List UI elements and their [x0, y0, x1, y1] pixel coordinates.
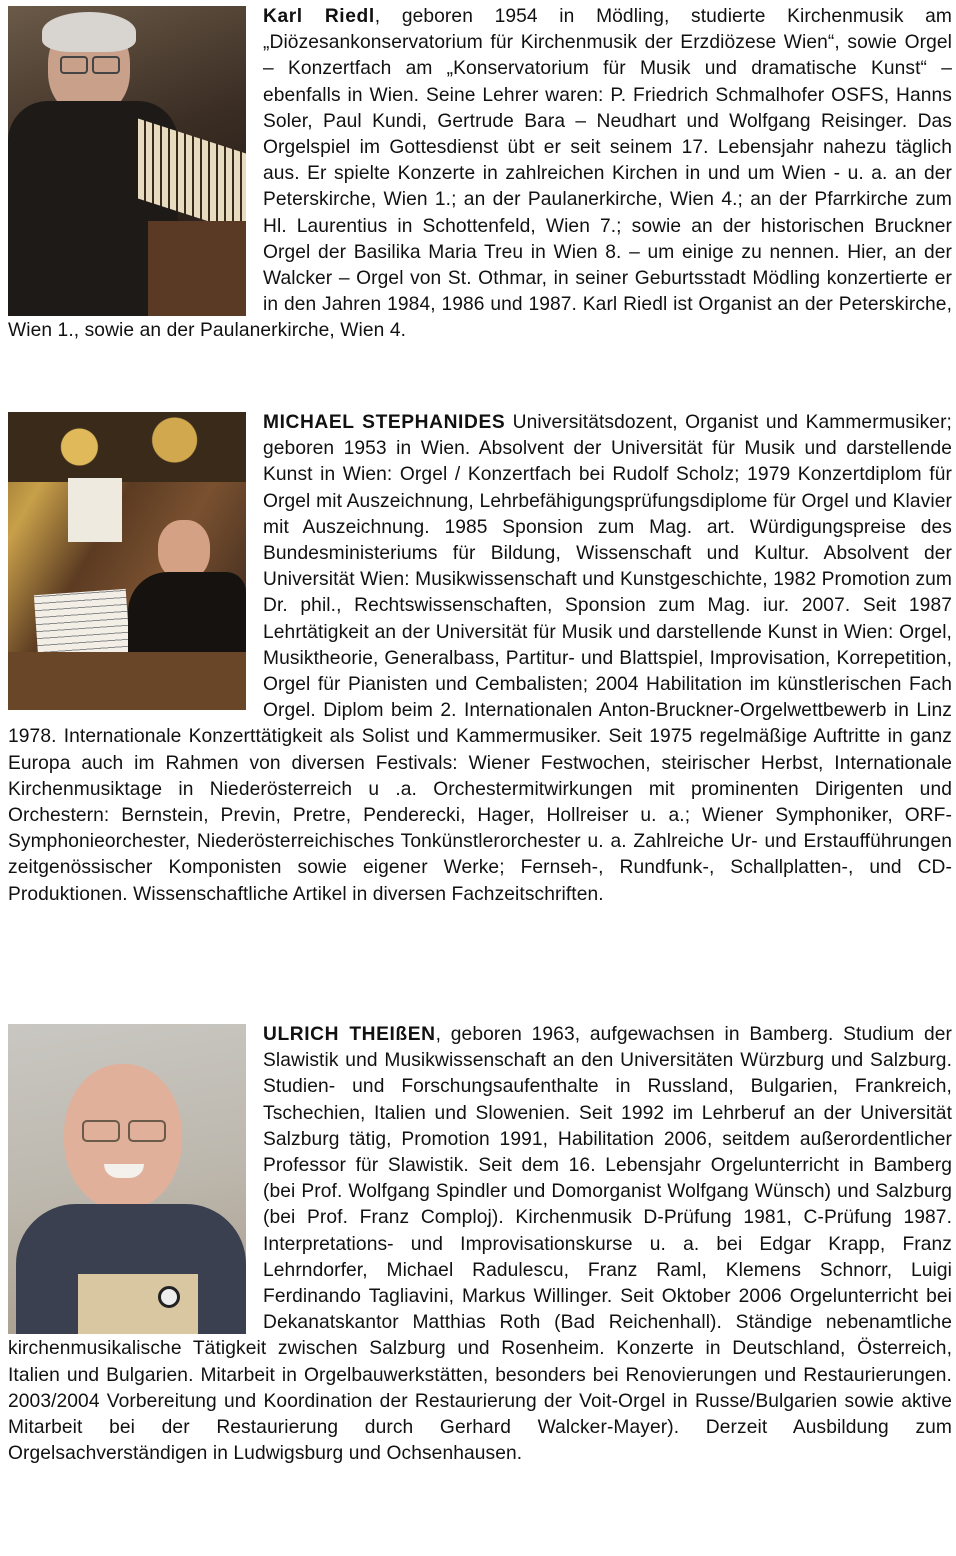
glasses-icon — [92, 56, 120, 74]
bio-karl-riedl — [8, 4, 952, 345]
bio-michael-stephanides — [8, 410, 952, 908]
organ-console-shape — [8, 652, 246, 710]
photo-karl-riedl — [8, 6, 246, 316]
bio-ulrich-theissen — [8, 1022, 952, 1467]
watch-icon — [158, 1286, 180, 1308]
bio-text: Universitätsdozent, Organist und Kammermusiker; geboren 1953 in Wien. Absolvent der Universität für Musik und darstellende Kunst in Wien: Orgel / Konzertfach bei Rudolf Scholz; 1979 Konzertdiplom für Orgel mit Auszeichnung, Lehrbefähigungsprüfungsdiplome für Orgel und Klavier mit Auszeichnung. 1985 Sponsion zum Mag. art. Würdigungspreise des Bundesministeriums für Bildung, Wissenschaft und Kultur. Absolvent der Universität Wien: Musikwissenschaft und Kunstgeschichte, 1982 Promotion zum Dr. phil., Rechtswissenschaften, Sponsion zum Mag. iur. 2007. Seit 1987 Lehrtätigkeit an der Universität für Musik und darstellende Kunst in Wien: Orgel, Musiktheorie, Generalbass, Partitur- und Blattspiel, Improvisation, Korrepetition, Orgel für Pianisten und Cembalisten; 2004 Habilitation im künstlerischen Fach Orgel. Diplom beim 2. Internationalen Anton-Bruckner-Orgelwettbewerb in Linz 1978. Internationale Konzerttätigkeit als Solist und Kammermusiker. Seit 1975 regelmäßige Auftritte in ganz Europa auch im Rahmen von diversen Festivals: Wiener Festwochen, steirischer Herbst, Internationale Kirchenmusiktage in Niederösterreich u .a. Orchestermitwirkungen mit prominenten Dirigenten und Orchestern: Bernstein, Previn, Pretre, Penderecki, Hager, Hollreiser u. a.; Wiener Symphoniker, ORF-Symphonieorchester, Niederösterreichisches Tonkünstlerorchester u. a. Zahlreiche Ur- und Erstaufführungen zeitgenössischer Komponisten sowie eigener Werke; Fernseh-, Rundfunk-, Schallplatten-, und CD-Produktionen. Wissenschaftliche Artikel in diversen Fachzeitschriften. — [8, 412, 952, 905]
bio-text: , geboren 1954 in Mödling, studierte Kirchenmusik am „Diözesankonservatorium für Kirchenmusik der Erzdiözese Wien“, sowie Orgel – Konzertfach am „Konservatorium für Musik und dramatische Kunst“ – ebenfalls in Wien. Seine Lehrer waren: P. Friedrich Schmalhofer OSFS, Hanns Soler, Paul Kundi, Gertrude Bara – Neudhart und Wolfgang Reisinger. Das Orgelspiel im Gottesdienst übt er seit seinem 17. Lebensjahr nahezu täglich aus. Er spielte Konzerte in zahlreichen Kirchen in und um Wien - u. a. an der Peterskirche, Wien 1.; an der Paulanerkirche, Wien 4.; an der Pfarrkirche zum Hl. Laurentius in Schottenfeld, Wien 7.; sowie an der historischen Bruckner Orgel der Basilika Maria Treu in Wien 8. – um einige zu nennen. Hier, an der Walcker – Orgel von St. Othmar, in seiner Geburtsstadt Mödling konzertierte er in den Jahren 1984, 1986 und 1987. Karl Riedl ist Organist an der Peterskirche, Wien 1., sowie an der Paulanerkirche, Wien 4. — [8, 6, 952, 342]
wood-block-shape — [78, 1274, 198, 1334]
photo-ulrich-theissen — [8, 1024, 246, 1334]
glasses-icon — [60, 56, 88, 74]
photo-michael-stephanides — [8, 412, 246, 710]
bio-name: MICHAEL STEPHANIDES — [263, 412, 506, 433]
glasses-icon — [128, 1120, 166, 1142]
glasses-icon — [82, 1120, 120, 1142]
bio-name: ULRICH THEIßEN — [263, 1024, 436, 1045]
ornament-shape — [8, 412, 246, 482]
organ-console-shape — [148, 221, 246, 316]
portrait-head-shape — [158, 520, 210, 580]
portrait-hair-shape — [42, 12, 136, 52]
sheet-music-icon — [68, 478, 122, 542]
bio-name: Karl Riedl — [263, 6, 375, 27]
bio-text: , geboren 1963, aufgewachsen in Bamberg. Studium der Slawistik und Musikwissenschaft an den Universitäten Würzburg und Salzburg. Studien- und Forschungsaufenthalte in Russland, Bulgarien, Frankreich, Tschechien, Italien und Slowenien. Seit 1992 im Lehrberuf an der Universität Salzburg tätig, Promotion 1991, Habilitation 2006, seitdem außerordentlicher Professor für Slawistik. Seit dem 16. Lebensjahr Orgelunterricht in Bamberg (bei Prof. Wolfgang Spindler und Domorganist Wolfgang Wünsch) und Salzburg (bei Prof. Franz Comploj). Kirchenmusik D-Prüfung 1981, C-Prüfung 1987. Interpretations- und Improvisationskurse u. a. bei Edgar Krapp, Franz Lehrndorfer, Michael Radulescu, Franz Raml, Klemens Schnorr, Luigi Ferdinando Tagliavini, Markus Willinger. Seit Oktober 2006 Orgelunterricht bei Dekanatskantor Matthias Roth (Bad Reichenhall). Ständige nebenamtliche kirchenmusikalische Tätigkeit zwischen Salzburg und Rosenheim. Konzerte in Deutschland, Österreich, Italien und Bulgarien. Mitarbeit in Orgelbauwerkstätten, besonders bei Renovierungen und Restaurierungen. 2003/2004 Vorbereitung und Koordination der Restaurierung der Voit-Orgel in Russe/Bulgarien sowie aktive Mitarbeit bei der Restaurierung durch Gerhard Walcker-Mayer). Derzeit Ausbildung zum Orgelsachverständigen in Ludwigsburg und Ochsenhausen. — [8, 1024, 953, 1465]
sheet-music-icon — [34, 589, 130, 659]
